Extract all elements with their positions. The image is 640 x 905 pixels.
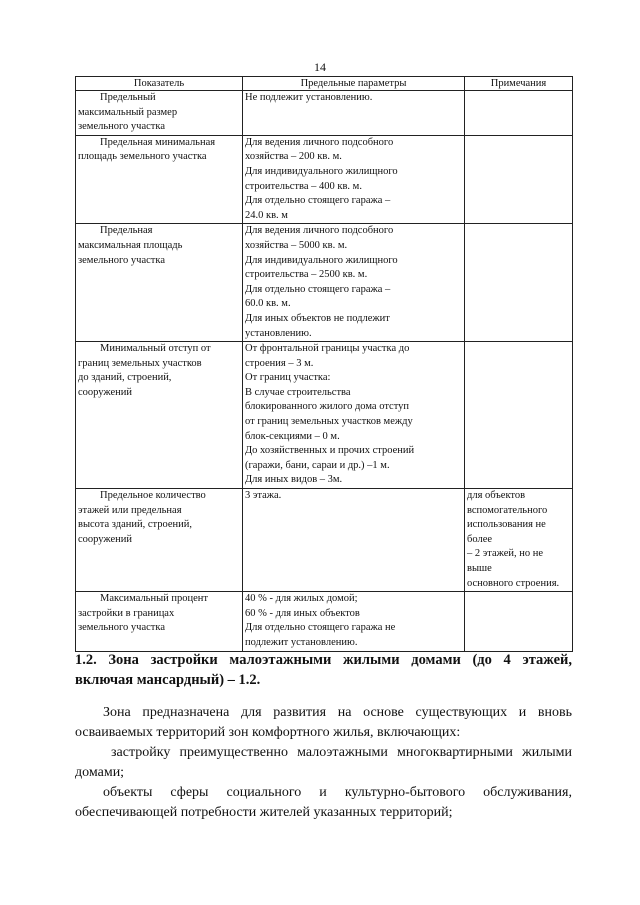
notes-line: использования не более <box>467 519 546 545</box>
indicator-line: Предельная минимальная <box>100 136 216 148</box>
page-number: 14 <box>314 60 326 74</box>
params-line: хозяйства – 5000 кв. м. <box>245 239 348 251</box>
indicator-line: земельного участка <box>78 121 165 133</box>
table-cell-notes <box>465 489 573 592</box>
indicator-line: земельного участка <box>78 622 165 634</box>
indicator-line: Максимальный процент <box>100 593 208 605</box>
params-line: строительства – 2500 кв. м. <box>245 269 368 281</box>
body-text <box>75 703 572 823</box>
params-line: блокированного жилого дома отступ <box>245 401 410 413</box>
table-cell-notes <box>465 342 573 489</box>
table-cell-params <box>243 489 465 592</box>
header-indicator: Показатель <box>76 77 243 91</box>
indicator-line: до зданий, строений, <box>78 372 172 384</box>
params-line: Для отдельно стоящего гаража – <box>245 195 391 207</box>
table-cell-notes <box>465 135 573 224</box>
params-line: установлению. <box>245 327 312 339</box>
table-cell-indicator <box>76 342 243 489</box>
notes-line: основного строения. <box>467 577 560 589</box>
table-cell-indicator <box>76 489 243 592</box>
paragraph-3-line-2: обеспечивающей потребности жителей указанных территорий; <box>75 805 453 820</box>
paragraph-3-line-1: объекты сферы социального и культурно-бытового обслуживания, <box>103 785 572 800</box>
table-cell-indicator <box>76 135 243 224</box>
table-cell-indicator <box>76 91 243 136</box>
table-cell-params <box>243 224 465 342</box>
table-cell-indicator <box>76 224 243 342</box>
table-cell-indicator <box>76 592 243 651</box>
params-line: Не подлежит установлению. <box>245 92 373 103</box>
indicator-line: высота зданий, строений, <box>78 519 193 531</box>
params-line: Для отдельно стоящего гаража – <box>245 283 391 295</box>
indicator-line: этажей или предельная <box>78 504 182 516</box>
indicator-line: максимальная площадь <box>78 239 183 251</box>
params-line: от границ земельных участков между <box>245 416 413 428</box>
header-notes: Примечания <box>465 77 573 91</box>
section-heading-line2: включая мансардный) – 1.2. <box>75 672 261 688</box>
notes-line: – 2 этажей, но не выше <box>467 548 544 574</box>
indicator-line: границ земельных участков <box>78 357 202 369</box>
table-row <box>76 342 573 489</box>
params-line: 24.0 кв. м <box>245 209 288 221</box>
indicator-line: площадь земельного участка <box>78 151 207 163</box>
table-cell-params <box>243 342 465 489</box>
params-line: От фронтальной границы участка до <box>245 343 410 355</box>
indicator-line: застройки в границах <box>78 607 175 619</box>
params-line: Для ведения личного подсобного <box>245 136 394 148</box>
params-line: До хозяйственных и прочих строений <box>245 445 415 457</box>
parameters-table <box>75 76 573 652</box>
params-line: Для ведения личного подсобного <box>245 225 394 237</box>
table-cell-notes <box>465 91 573 136</box>
indicator-line: земельного участка <box>78 254 165 266</box>
paragraph-1-line-1: Зона предназначена для развития на основе существующих и вновь <box>103 705 572 720</box>
table-row <box>76 224 573 342</box>
params-line: строения – 3 м. <box>245 357 314 369</box>
header-parameters: Предельные параметры <box>243 77 465 91</box>
paragraph-2-line-1: застройку преимущественно малоэтажными многоквартирными жилыми <box>111 745 572 760</box>
table-cell-params <box>243 592 465 651</box>
table-cell-notes <box>465 224 573 342</box>
table-cell-params <box>243 91 465 136</box>
params-line: (гаражи, бани, сараи и др.) –1 м. <box>245 459 390 471</box>
table-row <box>76 489 573 592</box>
indicator-line: Минимальный отступ от <box>100 343 211 355</box>
params-line: 60 % - для иных объектов <box>245 607 360 619</box>
params-line: 60.0 кв. м. <box>245 298 291 310</box>
indicator-line: Предельный <box>100 92 156 103</box>
params-line: Для иных видов – 3м. <box>245 474 343 486</box>
params-line: подлежит установлению. <box>245 636 358 648</box>
indicator-line: сооружений <box>78 386 133 398</box>
notes-line: вспомогательного <box>467 504 548 516</box>
params-line: 3 этажа. <box>245 490 282 502</box>
params-line: блок-секциями – 0 м. <box>245 430 340 442</box>
params-line: Для индивидуального жилищного <box>245 165 398 177</box>
section-heading-line1: 1.2. Зона застройки малоэтажными жилыми домами (до 4 этажей, <box>75 652 572 668</box>
params-line: От границ участка: <box>245 372 331 384</box>
indicator-line: максимальный размер <box>78 106 178 118</box>
paragraph-1-line-2: осваиваемых территорий зон комфортного жилья, включающих: <box>75 725 461 740</box>
params-line: хозяйства – 200 кв. м. <box>245 151 342 163</box>
notes-line: для объектов <box>467 490 526 502</box>
params-line: строительства – 400 кв. м. <box>245 180 362 192</box>
paragraph-2-line-2: домами; <box>75 765 125 780</box>
params-line: В случае строительства <box>245 386 351 398</box>
indicator-line: Предельное количество <box>100 490 206 502</box>
section-heading <box>75 650 572 690</box>
params-line: Для отдельно стоящего гаража не <box>245 622 396 634</box>
indicator-line: Предельная <box>100 225 153 237</box>
params-line: 40 % - для жилых домой; <box>245 593 358 605</box>
table-cell-params <box>243 135 465 224</box>
table-row <box>76 135 573 224</box>
table-row <box>76 592 573 651</box>
params-line: Для индивидуального жилищного <box>245 254 398 266</box>
table-header-row <box>76 77 573 91</box>
indicator-line: сооружений <box>78 533 133 545</box>
params-line: Для иных объектов не подлежит <box>245 312 390 324</box>
table-row <box>76 91 573 136</box>
table-cell-notes <box>465 592 573 651</box>
